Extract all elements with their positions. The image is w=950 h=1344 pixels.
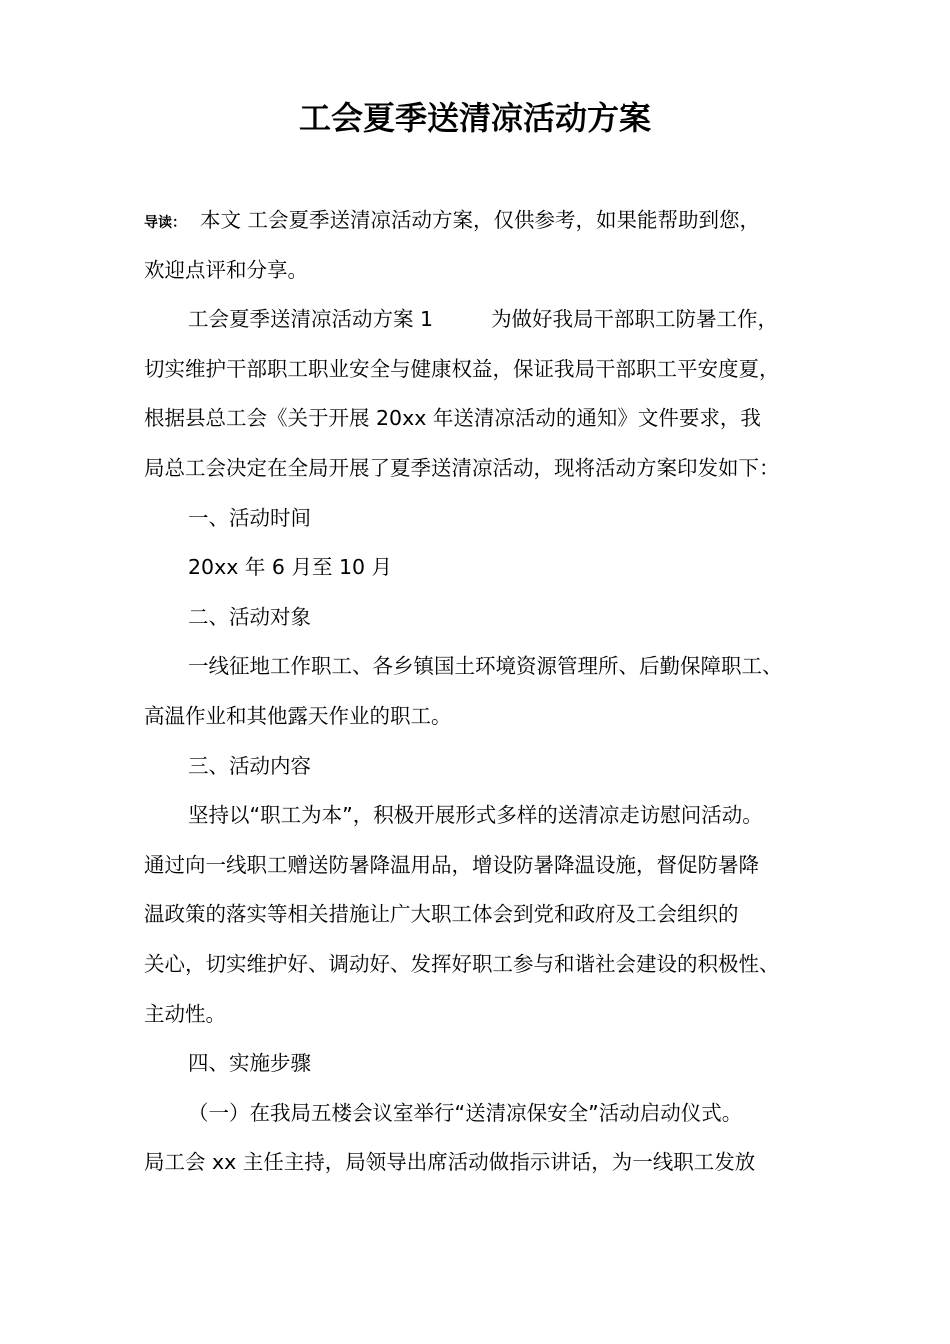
document-body <box>144 196 834 1188</box>
paragraph-line: 通过向一线职工赠送防暑降温用品，增设防暑降温设施，督促防暑降 <box>144 852 759 877</box>
paragraph-line: 根据县总工会《关于开展 20xx 年送清凉活动的通知》文件要求，我 <box>144 406 761 431</box>
paragraph-text: 为做好我局干部职工防暑工作， <box>491 307 779 332</box>
paragraph-line: 切实维护干部职工职业安全与健康权益，保证我局干部职工平安度夏， <box>144 356 780 381</box>
paragraph-line: 主动性。 <box>144 1001 226 1026</box>
section-heading: 三、活动内容 <box>188 753 311 778</box>
paragraph-line: 温政策的落实等相关措施让广大职工体会到党和政府及工会组织的 <box>144 902 739 927</box>
intro-paragraph-line: 欢迎点评和分享。 <box>144 257 308 282</box>
paragraph-line: 一线征地工作职工、各乡镇国土环境资源管理所、后勤保障职工、 <box>188 654 783 679</box>
paragraph-line: 局总工会决定在全局开展了夏季送清凉活动，现将活动方案印发如下： <box>144 455 780 480</box>
section-heading: 四、实施步骤 <box>188 1051 311 1076</box>
paragraph-line: 坚持以“职工为本”，积极开展形式多样的送清凉走访慰问活动。 <box>188 803 763 828</box>
document-title: 工会夏季送清凉活动方案 <box>298 99 651 137</box>
paragraph-line: （一）在我局五楼会议室举行“送清凉保安全”活动启动仪式。 <box>188 1100 743 1125</box>
paragraph-line: 高温作业和其他露天作业的职工。 <box>144 703 452 728</box>
paragraph-line: 局工会 xx 主任主持，局领导出席活动做指示讲话，为一线职工发放 <box>144 1150 756 1175</box>
plan-heading: 工会夏季送清凉活动方案 1 <box>188 307 434 332</box>
intro-label: 导读： <box>144 215 186 231</box>
section-heading: 一、活动时间 <box>188 505 311 530</box>
intro-paragraph-line <box>144 196 834 246</box>
paragraph-line <box>144 295 834 345</box>
intro-text: 本文 工会夏季送清凉活动方案，仅供参考，如果能帮助到您， <box>200 208 761 232</box>
paragraph-line: 20xx 年 6 月至 10 月 <box>188 555 393 580</box>
section-heading: 二、活动对象 <box>188 604 311 629</box>
paragraph-line: 关心，切实维护好、调动好、发挥好职工参与和谐社会建设的积极性、 <box>144 951 780 976</box>
